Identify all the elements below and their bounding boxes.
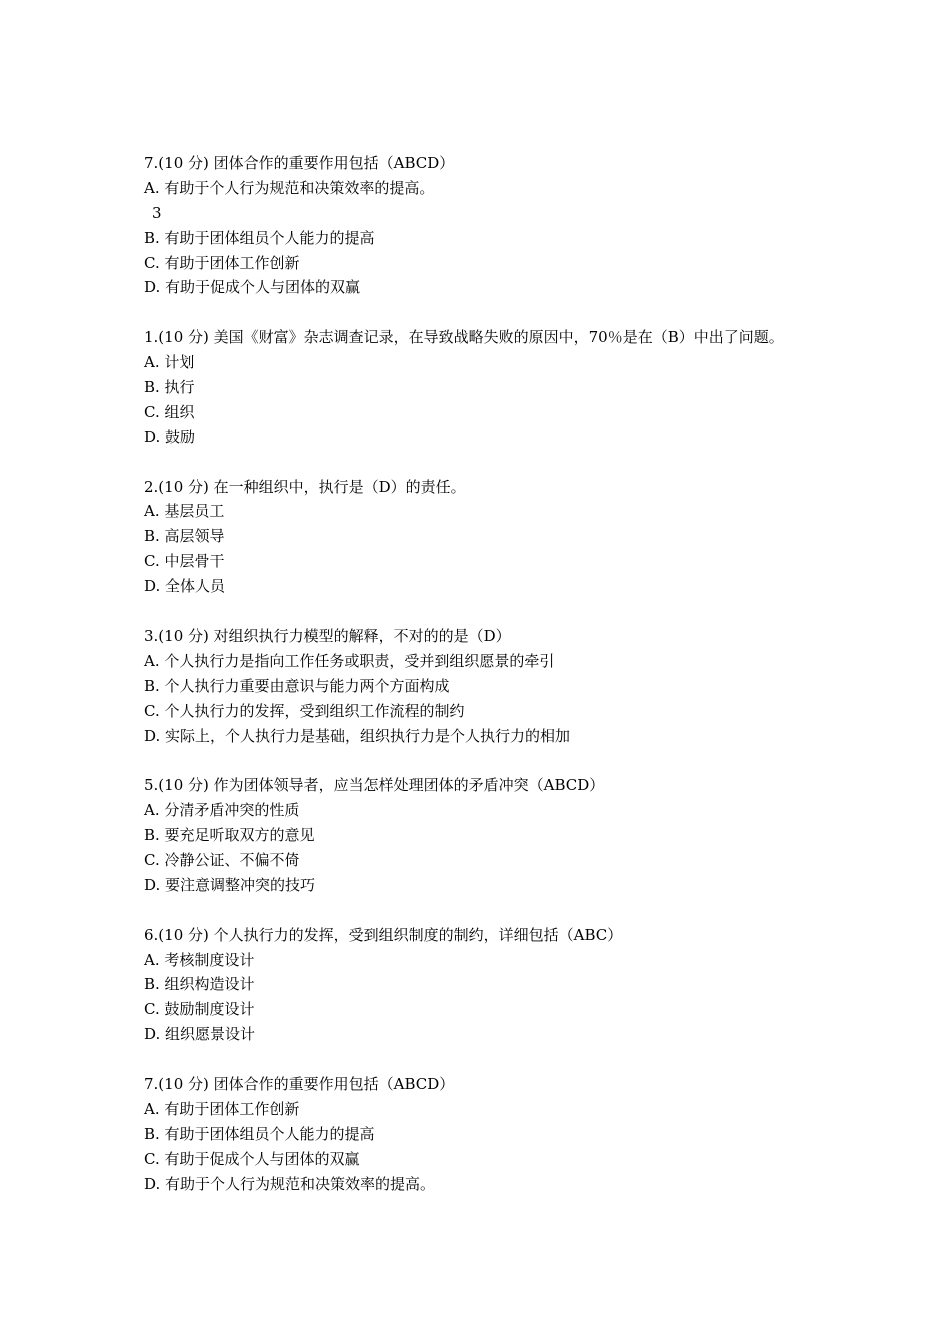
question-text: 6.(10 分) 个人执行力的发挥，受到组织制度的制约，详细包括（ABC） [144, 925, 623, 944]
option-d: D. 实际上，个人执行力是基础，组织执行力是个人执行力的相加 [144, 726, 571, 745]
question-text: 3.(10 分) 对组织执行力模型的解释，不对的的是（D） [144, 626, 511, 645]
option-b: B. 有助于团体组员个人能力的提高 [144, 228, 375, 247]
option-c: C. 有助于团体工作创新 [144, 253, 300, 272]
question-block [144, 1072, 824, 1196]
question-text: 5.(10 分) 作为团体领导者，应当怎样处理团体的矛盾冲突（ABCD） [144, 776, 605, 795]
option-b: B. 执行 [144, 378, 195, 397]
option-c: C. 冷静公证、不偏不倚 [144, 850, 300, 869]
question-block [144, 773, 824, 897]
option-a: A. 基层员工 [144, 502, 225, 521]
question-text: 1.(10 分) 美国《财富》杂志调查记录，在导致战略失败的原因中，70％是在（B）中出了问题。 [144, 328, 784, 347]
option-c: C. 有助于促成个人与团体的双赢 [144, 1149, 360, 1168]
option-a: A. 计划 [144, 353, 195, 372]
option-b: B. 要充足听取双方的意见 [144, 826, 315, 845]
question-block [144, 923, 824, 1047]
option-a: A. 个人执行力是指向工作任务或职责，受并到组织愿景的牵引 [144, 651, 555, 670]
question-text: 7.(10 分) 团体合作的重要作用包括（ABCD） [144, 154, 455, 172]
option-a: A. 考核制度设计 [144, 950, 255, 969]
option-c: C. 组织 [144, 402, 195, 421]
option-c: C. 中层骨干 [144, 552, 225, 571]
option-d: D. 组织愿景设计 [144, 1025, 256, 1044]
question-block [144, 475, 824, 599]
option-b: B. 个人执行力重要由意识与能力两个方面构成 [144, 676, 450, 695]
question-text: 2.(10 分) 在一种组织中，执行是（D）的责任。 [144, 477, 466, 496]
option-c: C. 个人执行力的发挥，受到组织工作流程的制约 [144, 701, 465, 720]
option-b: B. 有助于团体组员个人能力的提高 [144, 1124, 375, 1143]
question-block [144, 325, 824, 449]
stray-number: 3 [152, 203, 162, 222]
question-text: 7.(10 分) 团体合作的重要作用包括（ABCD） [144, 1074, 455, 1093]
option-b: B. 组织构造设计 [144, 975, 255, 994]
option-a: A. 分清矛盾冲突的性质 [144, 801, 300, 820]
option-d: D. 有助于促成个人与团体的双赢 [144, 278, 361, 297]
question-block [144, 151, 824, 300]
option-b: B. 高层领导 [144, 527, 225, 546]
option-d: D. 全体人员 [144, 577, 226, 596]
option-d: D. 要注意调整冲突的技巧 [144, 875, 316, 894]
document-page [144, 151, 824, 1196]
option-d: D. 有助于个人行为规范和决策效率的提高。 [144, 1174, 436, 1193]
option-a: A. 有助于个人行为规范和决策效率的提高。 [144, 178, 435, 197]
option-a: A. 有助于团体工作创新 [144, 1099, 300, 1118]
option-d: D. 鼓励 [144, 427, 196, 446]
option-c: C. 鼓励制度设计 [144, 1000, 255, 1019]
question-block [144, 624, 824, 748]
